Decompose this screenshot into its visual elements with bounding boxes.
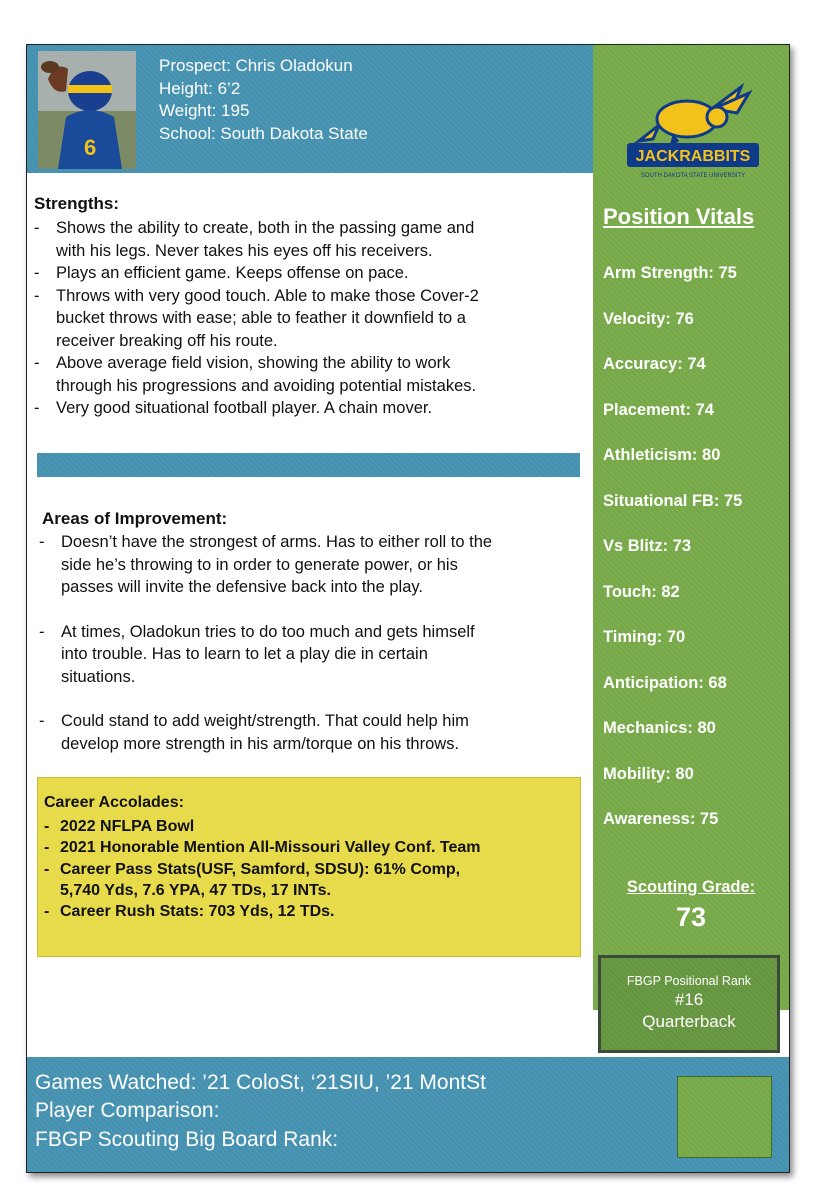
games-watched: Games Watched: ’21 ColoSt, ‘21SIU, ’21 MontSt [35,1071,486,1094]
accolade-item [44,837,564,858]
bullet-dash: - [34,399,40,417]
improvement-item-line: side he’s throwing to in order to generate power, or his [61,555,458,574]
scouting-grade-value: 73 [675,902,707,932]
vital-item: Arm Strength: 75 [603,264,737,282]
bullet-dash: - [39,533,45,551]
accolade-item-line: Career Rush Stats: 703 Yds, 12 TDs. [60,903,335,921]
position-vitals-title: Position Vitals [603,204,755,229]
improvement-item-line: Could stand to add weight/strength. That could help him [61,712,469,730]
bullet-dash: - [34,354,40,372]
player-photo [38,51,136,169]
strength-item [34,397,584,420]
strength-item [34,352,584,397]
position-vitals-list [603,263,742,855]
bullet-dash: - [44,839,50,857]
player-photo-image [38,51,136,169]
accolade-item-line: 2022 NFLPA Bowl [60,818,195,835]
career-accolades-list [44,816,564,922]
strengths-title: Strengths: [34,194,119,213]
prospect-header [27,45,593,173]
accolade-item [44,859,564,902]
strength-item-line: bucket throws with ease; able to feather it downfield to a [56,309,466,327]
bullet-dash: - [44,818,50,835]
vitals-sidebar [593,45,789,1031]
bullet-dash: - [39,622,45,641]
strengths-list [34,217,584,420]
accolade-item-line: Career Pass Stats(USF, Samford, SDSU): 61% Comp, [60,860,461,878]
improvement-item [39,621,587,689]
footer-bar [27,1057,789,1172]
scouting-card [26,44,790,1173]
bullet-dash: - [34,286,40,305]
improvement-item-line: into trouble. Has to learn to let a play die in certain [61,645,428,663]
bullet-dash: - [39,712,45,730]
improvement-item [39,531,587,599]
svg-text:6: 6 [84,135,97,160]
big-board-rank: FBGP Scouting Big Board Rank: [35,1128,339,1151]
accolade-item-line: 2021 Honorable Mention All-Missouri Valley Conf. Team [60,839,481,857]
prospect-info [159,55,368,145]
prospect-name: Prospect: Chris Oladokun [159,56,353,75]
scouting-grade-label: Scouting Grade: [626,878,756,896]
strength-item-line: with his legs. Never takes his eyes off his receivers. [56,241,433,260]
accolade-item [44,816,564,837]
improvement-item-line: develop more strength in his arm/torque on his throws. [61,734,460,753]
strength-item-line: through his progressions and avoiding potential mistakes. [56,376,477,395]
improvement-title: Areas of Improvement: [42,509,228,528]
improvement-item [39,710,587,755]
bullet-dash: - [44,860,50,878]
accolade-item [44,901,564,922]
vital-item: Anticipation: 68 [603,673,727,692]
vital-item: Velocity: 76 [603,309,694,328]
vital-item: Touch: 82 [603,582,680,601]
vital-item: Placement: 74 [603,400,714,419]
strength-item-line: Plays an efficient game. Keeps offense on pace. [56,264,409,282]
vital-item: Accuracy: 74 [603,355,706,373]
vital-item: Mobility: 80 [603,764,694,783]
prospect-height: Height: 6’2 [159,78,241,98]
vital-item: Situational FB: 75 [603,491,743,510]
svg-text:JACKRABBITS: JACKRABBITS [635,148,751,165]
career-accolades-box [37,777,581,957]
big-board-rank-box [677,1076,772,1158]
strength-item [34,262,584,285]
player-comparison: Player Comparison: [35,1099,220,1122]
positional-rank-label: FBGP Positional Rank [626,974,752,988]
positional-rank-position: Quarterback [642,1012,736,1031]
improvement-item-line: situations. [61,667,136,686]
section-divider [37,453,580,477]
vital-item: Awareness: 75 [603,810,719,828]
strength-item [34,217,584,262]
bullet-dash: - [34,264,40,282]
vital-item: Mechanics: 80 [603,719,716,737]
vital-item: Timing: 70 [603,628,686,646]
prospect-weight: Weight: 195 [159,101,250,120]
bullet-dash: - [44,903,50,921]
improvement-item-line: Doesn’t have the strongest of arms. Has to either roll to the [61,533,493,551]
accolade-item-line: 5,740 Yds, 7.6 YPA, 47 TDs, 17 INTs. [60,881,331,899]
strength-item-line: Above average field vision, showing the ability to work [56,354,451,372]
jackrabbits-logo [623,81,763,181]
positional-rank-box [598,955,780,1053]
prospect-school: School: South Dakota State [159,123,368,143]
vital-item: Athleticism: 80 [603,446,721,464]
strength-item-line: Throws with very good touch. Able to make those Cover-2 [56,286,479,305]
improvement-item-line: passes will invite the defensive back into the play. [61,578,423,596]
positional-rank-number: #16 [674,990,704,1009]
improvement-item-line: At times, Oladokun tries to do too much and gets himself [61,622,475,641]
svg-text:SOUTH DAKOTA STATE UNIVERSITY: SOUTH DAKOTA STATE UNIVERSITY [640,173,746,179]
strength-item [34,285,584,353]
improvement-list [39,531,587,755]
strength-item-line: Very good situational football player. A chain mover. [56,399,433,417]
strength-item-line: Shows the ability to create, both in the passing game and [56,219,475,237]
career-accolades-title: Career Accolades: [44,794,184,811]
bullet-dash: - [34,219,40,237]
strength-item-line: receiver breaking off his route. [56,331,278,350]
vital-item: Vs Blitz: 73 [603,537,692,555]
